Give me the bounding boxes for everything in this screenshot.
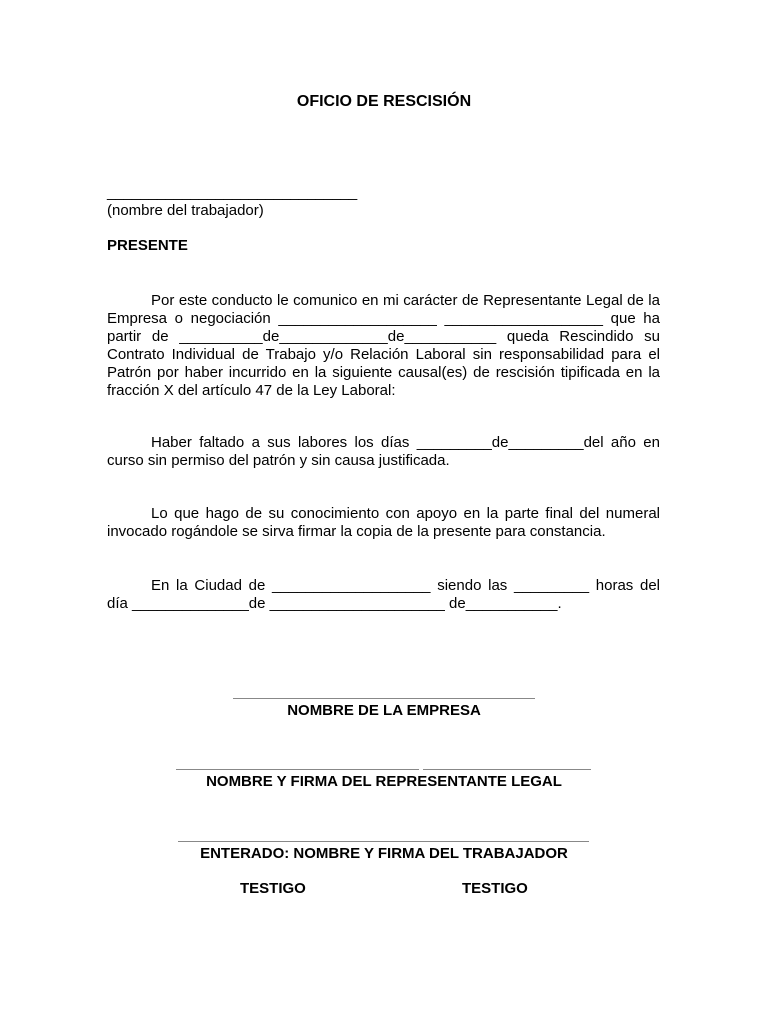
worker-signature-label: ENTERADO: NOMBRE Y FIRMA DEL TRABAJADOR — [200, 845, 568, 862]
paragraph-acknowledgement: Lo que hago de su conocimiento con apoyo en la parte final del numeral invocado rogándole se sirva firmar la copia de la presente para constancia. — [107, 505, 660, 540]
worker-name-blank: ______________________________ — [107, 184, 358, 201]
representative-signature-line-left — [176, 769, 419, 770]
paragraph-absence-cause: Haber faltado a sus labores los días _________de_________del año en curso sin permiso del patrón y sin causa justificada. — [107, 434, 660, 469]
worker-name-label: (nombre del trabajador) — [107, 202, 264, 219]
worker-signature-line — [178, 841, 589, 842]
company-signature-line — [233, 698, 535, 699]
salutation: PRESENTE — [107, 237, 188, 254]
witness-label-right: TESTIGO — [462, 880, 528, 897]
representative-signature-label: NOMBRE Y FIRMA DEL REPRESENTANTE LEGAL — [206, 773, 562, 790]
company-signature-label: NOMBRE DE LA EMPRESA — [287, 702, 481, 719]
paragraph-rescission-notice: Por este conducto le comunico en mi carácter de Representante Legal de la Empresa o negociación ___________________ ___________________ que ha partir de __________de_____________de___________ queda Rescindido su Contrato Individual de Trabajo y/o Relación Laboral sin responsabilidad para el Patrón por haber incurrido en la siguiente causal(es) de rescisión tipificada en la fracción X del artículo 47 de la Ley Laboral: — [107, 292, 660, 399]
paragraph-place-date: En la Ciudad de ___________________ siendo las _________ horas del día ______________de _____________________ de___________. — [107, 577, 660, 612]
witness-label-left: TESTIGO — [240, 880, 306, 897]
representative-signature-line-right — [423, 769, 591, 770]
document-title: OFICIO DE RESCISIÓN — [296, 93, 472, 110]
